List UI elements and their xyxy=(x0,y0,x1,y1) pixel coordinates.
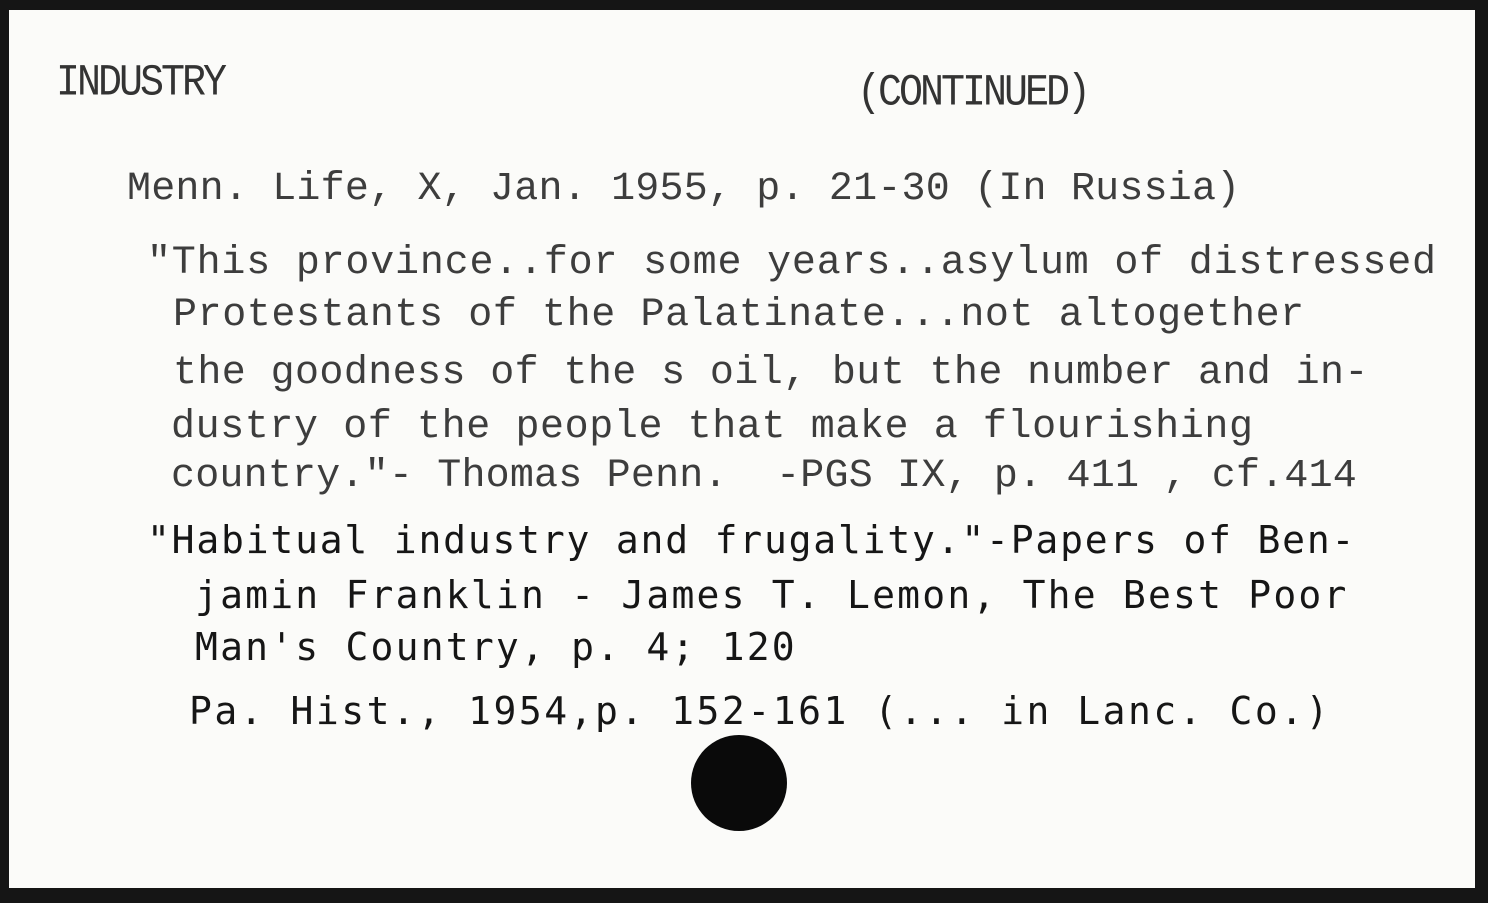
quote-penn-line-2: Protestants of the Palatinate...not altogether xyxy=(173,293,1305,338)
card-subject-heading: INDUSTRY xyxy=(56,58,225,110)
punch-hole xyxy=(691,735,787,831)
quote-franklin-line-2: jamin Franklin - James T. Lemon, The Best Poor xyxy=(195,573,1349,617)
scan-border xyxy=(1475,0,1488,903)
quote-penn-line-5: country."- Thomas Penn. -PGS IX, p. 411 , cf.414 xyxy=(171,454,1357,499)
citation-pa-hist: Pa. Hist., 1954,p. 152-161 (... in Lanc. Co.) xyxy=(189,689,1332,733)
quote-franklin-line-3: Man's Country, p. 4; 120 xyxy=(195,625,797,669)
continued-label: (CONTINUED) xyxy=(857,68,1089,120)
quote-penn-line-1: "This province..for some years..asylum of distressed xyxy=(147,241,1437,286)
index-card xyxy=(9,10,1475,888)
quote-penn-line-4: dustry of the people that make a flourishing xyxy=(171,405,1254,450)
quote-penn-line-3: the goodness of the s oil, but the number and in- xyxy=(173,351,1369,396)
citation-menn-life: Menn. Life, X, Jan. 1955, p. 21-30 (In Russia) xyxy=(127,167,1241,212)
quote-franklin-line-1: "Habitual industry and frugality."-Papers of Ben- xyxy=(147,518,1357,562)
